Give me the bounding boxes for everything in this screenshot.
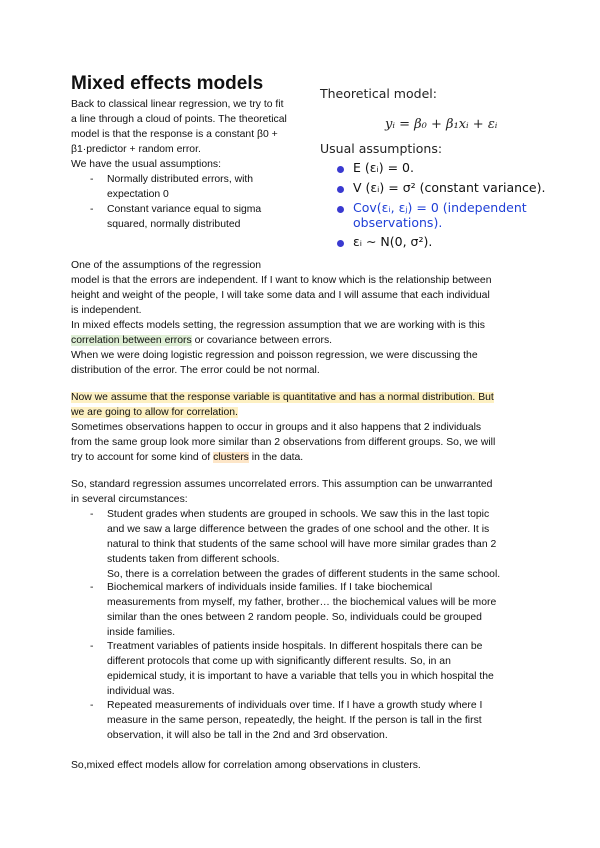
- theory-item: εᵢ ∼ N(0, σ²).: [353, 234, 433, 249]
- bullet-marker: -: [90, 204, 94, 215]
- paragraph-circumstances: [71, 477, 541, 507]
- text-line: [71, 390, 541, 405]
- bullet-line: Student grades when students are grouped in schools. We saw this in the last topic: [107, 509, 490, 520]
- bullet-line: and we saw a large difference between the grades of one school and the other. It is: [107, 524, 490, 535]
- bullet-line: measure in the same person, repeatedly, the height. If the person is tall in the first: [107, 715, 482, 726]
- text-line: model is that the errors are independent. If I want to know which is the relationship between: [71, 275, 492, 286]
- text-line: [71, 405, 541, 420]
- intro-paragraph: [71, 97, 311, 172]
- bullet-line: So, there is a correlation between the grades of different students in the same school.: [107, 569, 501, 580]
- theory-usual-label: Usual assumptions:: [320, 141, 443, 156]
- bullet-line: different protocols that come up with significantly different results. So, in an: [107, 656, 451, 667]
- text-line: height and weight of the people, I will take some data and I will assume that each individual: [71, 290, 490, 301]
- bullet-line: similar than the ones between 2 random people. So, individuals could be grouped: [107, 612, 482, 623]
- text-fragment: try to account for some kind of: [71, 452, 214, 463]
- intro-line: model is that the response is a constant β0 +: [71, 129, 278, 140]
- intro-line: β1·predictor + random error.: [71, 144, 201, 155]
- text-fragment: in the data.: [248, 452, 304, 463]
- bullet-marker: -: [90, 641, 94, 652]
- bullet-dot-icon: [337, 206, 344, 213]
- page-title: Mixed effects models: [71, 73, 264, 94]
- text-line: So, standard regression assumes uncorrelated errors. This assumption can be unwarranted: [71, 479, 493, 490]
- intro-bullet-line: Normally distributed errors, with: [107, 174, 254, 185]
- bullet-marker: -: [90, 509, 94, 520]
- theory-equation: yᵢ = β₀ + β₁xᵢ + εᵢ: [385, 117, 498, 132]
- theory-item: V (εᵢ) = σ² (constant variance).: [353, 180, 546, 195]
- bullet-dot-icon: [337, 240, 344, 247]
- bullet-dot-icon: [337, 186, 344, 193]
- intro-bullet-line: expectation 0: [107, 189, 169, 200]
- intro-line: Back to classical linear regression, we try to fit: [71, 99, 284, 110]
- bullet-line: individual was.: [107, 686, 175, 697]
- text-fragment: or covariance between errors.: [191, 335, 333, 346]
- bullet-line: inside families.: [107, 627, 176, 638]
- text-line: In mixed effects models setting, the regression assumption that we are working with is this: [71, 320, 485, 331]
- paragraph-correlation: [71, 390, 541, 465]
- text-line: in several circumstances:: [71, 494, 188, 505]
- text-line: When we were doing logistic regression and poisson regression, we were discussing the: [71, 350, 478, 361]
- bullet-line: Treatment variables of patients inside hospitals. In different hospitals there can be: [107, 641, 483, 652]
- theory-item: E (εᵢ) = 0.: [353, 160, 414, 175]
- highlight-correlation: correlation between errors: [71, 335, 192, 346]
- text-line: is independent.: [71, 305, 142, 316]
- highlight-assumption: we are going to allow for correlation.: [71, 407, 238, 418]
- intro-line: a line through a cloud of points. The theoretical: [71, 114, 287, 125]
- intro-bullet-line: squared, normally distributed: [107, 219, 241, 230]
- bullet-line: epidemical study, it is important to have a variable that tells you in which hospital the: [107, 671, 494, 682]
- intro-bullet-line: Constant variance equal to sigma: [107, 204, 262, 215]
- text-line: One of the assumptions of the regression: [71, 260, 262, 271]
- intro-line: We have the usual assumptions:: [71, 159, 221, 170]
- bullet-marker: -: [90, 700, 94, 711]
- bullet-line: natural to think that students of the same school will have more similar grades than 2: [107, 539, 497, 550]
- bullet-dot-icon: [337, 166, 344, 173]
- paragraph-independence: [71, 258, 541, 378]
- bullet-line: students taken from different schools.: [107, 554, 280, 565]
- text-line: from the same group look more similar than 2 observations from different groups. So, we will: [71, 437, 496, 448]
- text-line: [71, 450, 541, 465]
- bullet-line: measurements from myself, my father, brother… the biochemical values will be more: [107, 597, 497, 608]
- conclusion: So,mixed effect models allow for correlation among observations in clusters.: [71, 760, 421, 771]
- bullet-marker: -: [90, 582, 94, 593]
- bullet-line: Repeated measurements of individuals over time. If I have a growth study where I: [107, 700, 483, 711]
- bullet-line: Biochemical markers of individuals inside families. If I take biochemical: [107, 582, 433, 593]
- text-line: Sometimes observations happen to occur in groups and it also happens that 2 individuals: [71, 422, 482, 433]
- highlight-clusters: clusters: [213, 452, 249, 463]
- text-line: distribution of the error. The error could be not normal.: [71, 365, 320, 376]
- text-line: [71, 333, 541, 348]
- theory-item: observations).: [353, 215, 443, 230]
- highlight-assumption: Now we assume that the response variable is quantitative and has a normal distribution. But: [71, 392, 494, 403]
- theory-title: Theoretical model:: [320, 86, 437, 101]
- bullet-marker: -: [90, 174, 94, 185]
- bullet-line: observation, it will also be tall in the 2nd and 3rd observation.: [107, 730, 388, 741]
- theory-item: Cov(εᵢ, εⱼ) = 0 (independent: [353, 200, 527, 215]
